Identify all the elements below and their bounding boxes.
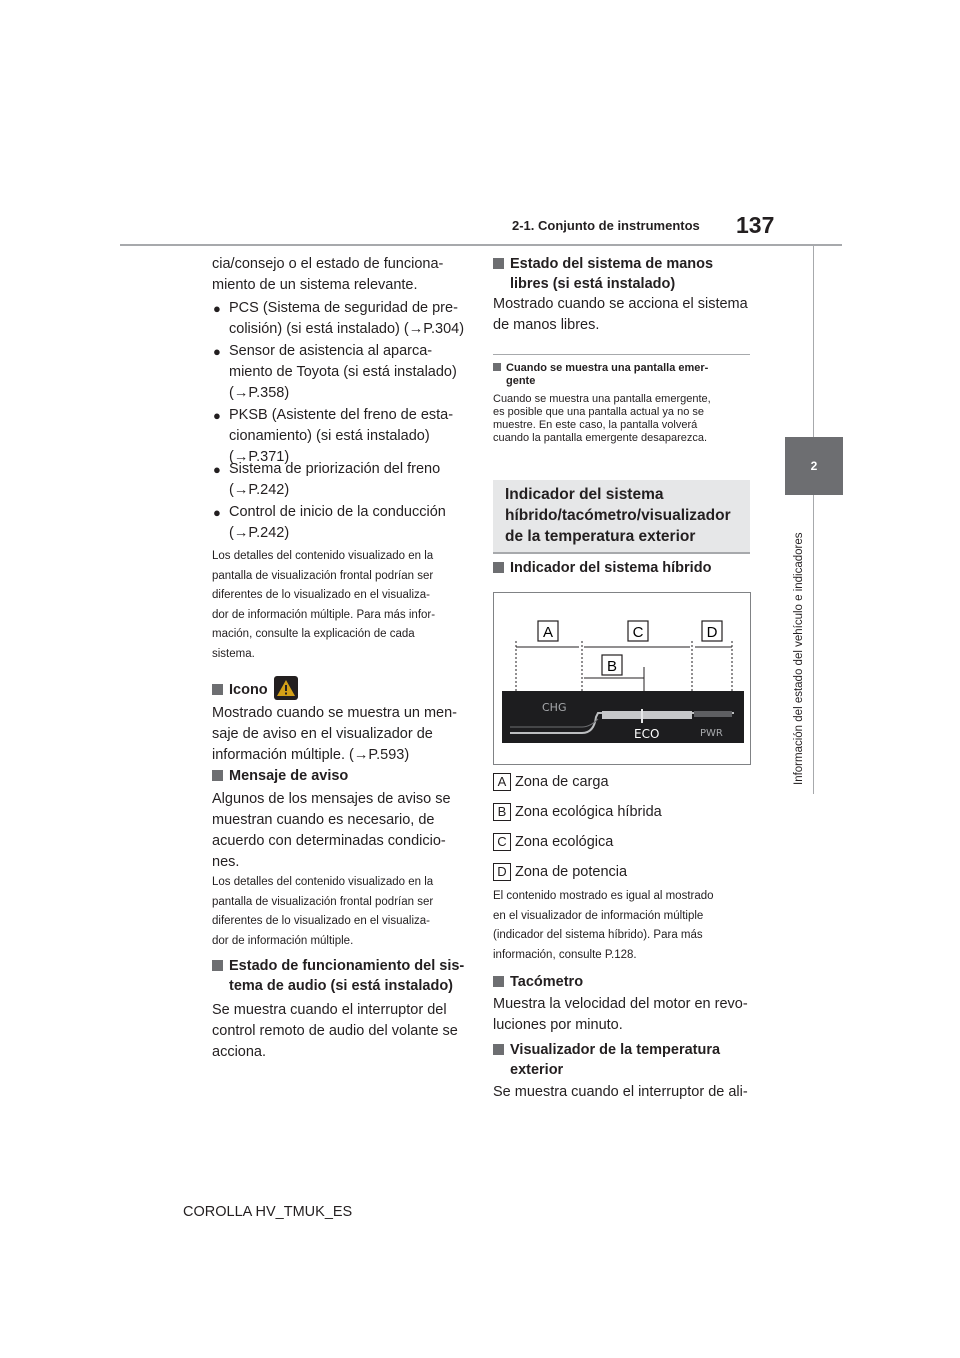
chapter-number-tab: 2 <box>785 437 843 495</box>
svg-text:B: B <box>606 658 618 675</box>
square-bullet-icon <box>212 960 223 971</box>
svg-text:ECO: ECO <box>634 727 660 741</box>
figure-label-b <box>602 655 622 675</box>
square-bullet-icon <box>212 684 223 695</box>
section-heading-box <box>493 480 750 554</box>
icono-heading: Icono <box>212 676 298 700</box>
note-hybrid: El contenido mostrado es igual al mostrado en el visualizador de información múltiple (indicador del sistema híbrido). Para más información, consulte P.128. <box>493 890 714 961</box>
taco-text: Muestra la velocidad del motor en revo- luciones por minuto. <box>493 996 748 1033</box>
side-tab-line <box>813 244 814 794</box>
svg-text:CHG: CHG <box>542 701 567 714</box>
note-hud-1: Los detalles del contenido visualizado en la pantalla de visualización frontal podrían ser diferentes de lo visualizado en el visualiza- dor de información múltiple. Para más infor- mación, consulte la explicación de cada sistema. <box>212 550 436 660</box>
figure-label-d <box>702 621 722 641</box>
square-bullet-icon <box>493 562 504 573</box>
square-bullet-icon <box>493 1044 504 1055</box>
zone-d: D Zona de potencia <box>493 863 627 881</box>
header-rule <box>120 244 842 246</box>
square-bullet-icon <box>493 363 501 371</box>
section-title: 2-1. Conjunto de instrumentos <box>512 218 700 233</box>
warning-triangle-icon <box>274 676 298 700</box>
svg-text:A: A <box>542 624 554 641</box>
svg-text:D: D <box>706 624 718 641</box>
bullet-parking-sensor: ● Sensor de asistencia al aparca- miento de Toyota (si está instalado) (→P.358) <box>213 343 457 401</box>
popup-text: Cuando se muestra una pantalla emergente, es posible que una pantalla actual ya no se muestre. En este caso, la pantalla volverá cuando la pantalla emergente desaparezca. <box>493 393 711 444</box>
svg-text:PWR: PWR <box>700 728 723 739</box>
chapter-title-vertical <box>793 505 813 785</box>
taco-heading: Tacómetro <box>493 972 583 992</box>
note-rule <box>493 354 750 355</box>
temp-heading: Visualizador de la temperatura exterior <box>493 1040 720 1080</box>
figure-label-c <box>628 621 648 641</box>
zone-a: A Zona de carga <box>493 773 609 791</box>
bullet-pcs: ● PCS (Sistema de seguridad de pre- colisión) (si está instalado) (→P.304) <box>213 300 465 337</box>
hybrid-indicator-figure <box>493 592 751 765</box>
square-bullet-icon <box>493 976 504 987</box>
footer-model: COROLLA HV_TMUK_ES <box>183 1204 353 1220</box>
page-number: 137 <box>736 212 775 238</box>
bullet-pksb: ● PKSB (Asistente del freno de esta- cionamiento) (si está instalado) (→P.371) <box>213 407 454 465</box>
zone-c: C Zona ecológica <box>493 833 613 851</box>
audio-heading: Estado de funcionamiento del sis- tema de audio (si está instalado) <box>212 956 464 996</box>
square-bullet-icon <box>493 258 504 269</box>
bullet-drive-start: ● Control de inicio de la conducción (→P.242) <box>213 504 446 541</box>
manos-heading: Estado del sistema de manos libres (si está instalado) <box>493 254 713 294</box>
square-bullet-icon <box>212 770 223 781</box>
intro-text: cia/consejo o el estado de funciona- miento de un sistema relevante. <box>212 256 444 293</box>
popup-heading: Cuando se muestra una pantalla emer- gente <box>493 362 708 388</box>
hybrid-heading: Indicador del sistema híbrido <box>493 558 711 578</box>
mensaje-text: Algunos de los mensajes de aviso se muestran cuando es necesario, de acuerdo con determinadas condicio- nes. <box>212 791 451 870</box>
icono-text: Mostrado cuando se muestra un men- saje de aviso en el visualizador de información múltiple. (→P.593) <box>212 705 458 763</box>
note-hud-2: Los detalles del contenido visualizado en la pantalla de visualización frontal podrían ser diferentes de lo visualizado en el visualiza- dor de información múltiple. <box>212 876 434 947</box>
audio-text: Se muestra cuando el interruptor del control remoto de audio del volante se acciona. <box>212 1002 458 1060</box>
section-heading: Indicador del sistema híbrido/tacómetro/visualizador de la temperatura exterior <box>505 486 731 545</box>
mensaje-heading: Mensaje de aviso <box>212 766 348 786</box>
figure-label-a <box>538 621 558 641</box>
bullet-brake-priority: ● Sistema de priorización del freno (→P.242) <box>213 461 441 498</box>
temp-text: Se muestra cuando el interruptor de ali- <box>493 1084 748 1100</box>
chapter-title: Información del estado del vehículo e indicadores <box>793 532 805 785</box>
zone-b: B Zona ecológica híbrida <box>493 803 662 821</box>
manos-text: Mostrado cuando se acciona el sistema de manos libres. <box>493 296 748 333</box>
svg-text:C: C <box>632 624 644 641</box>
